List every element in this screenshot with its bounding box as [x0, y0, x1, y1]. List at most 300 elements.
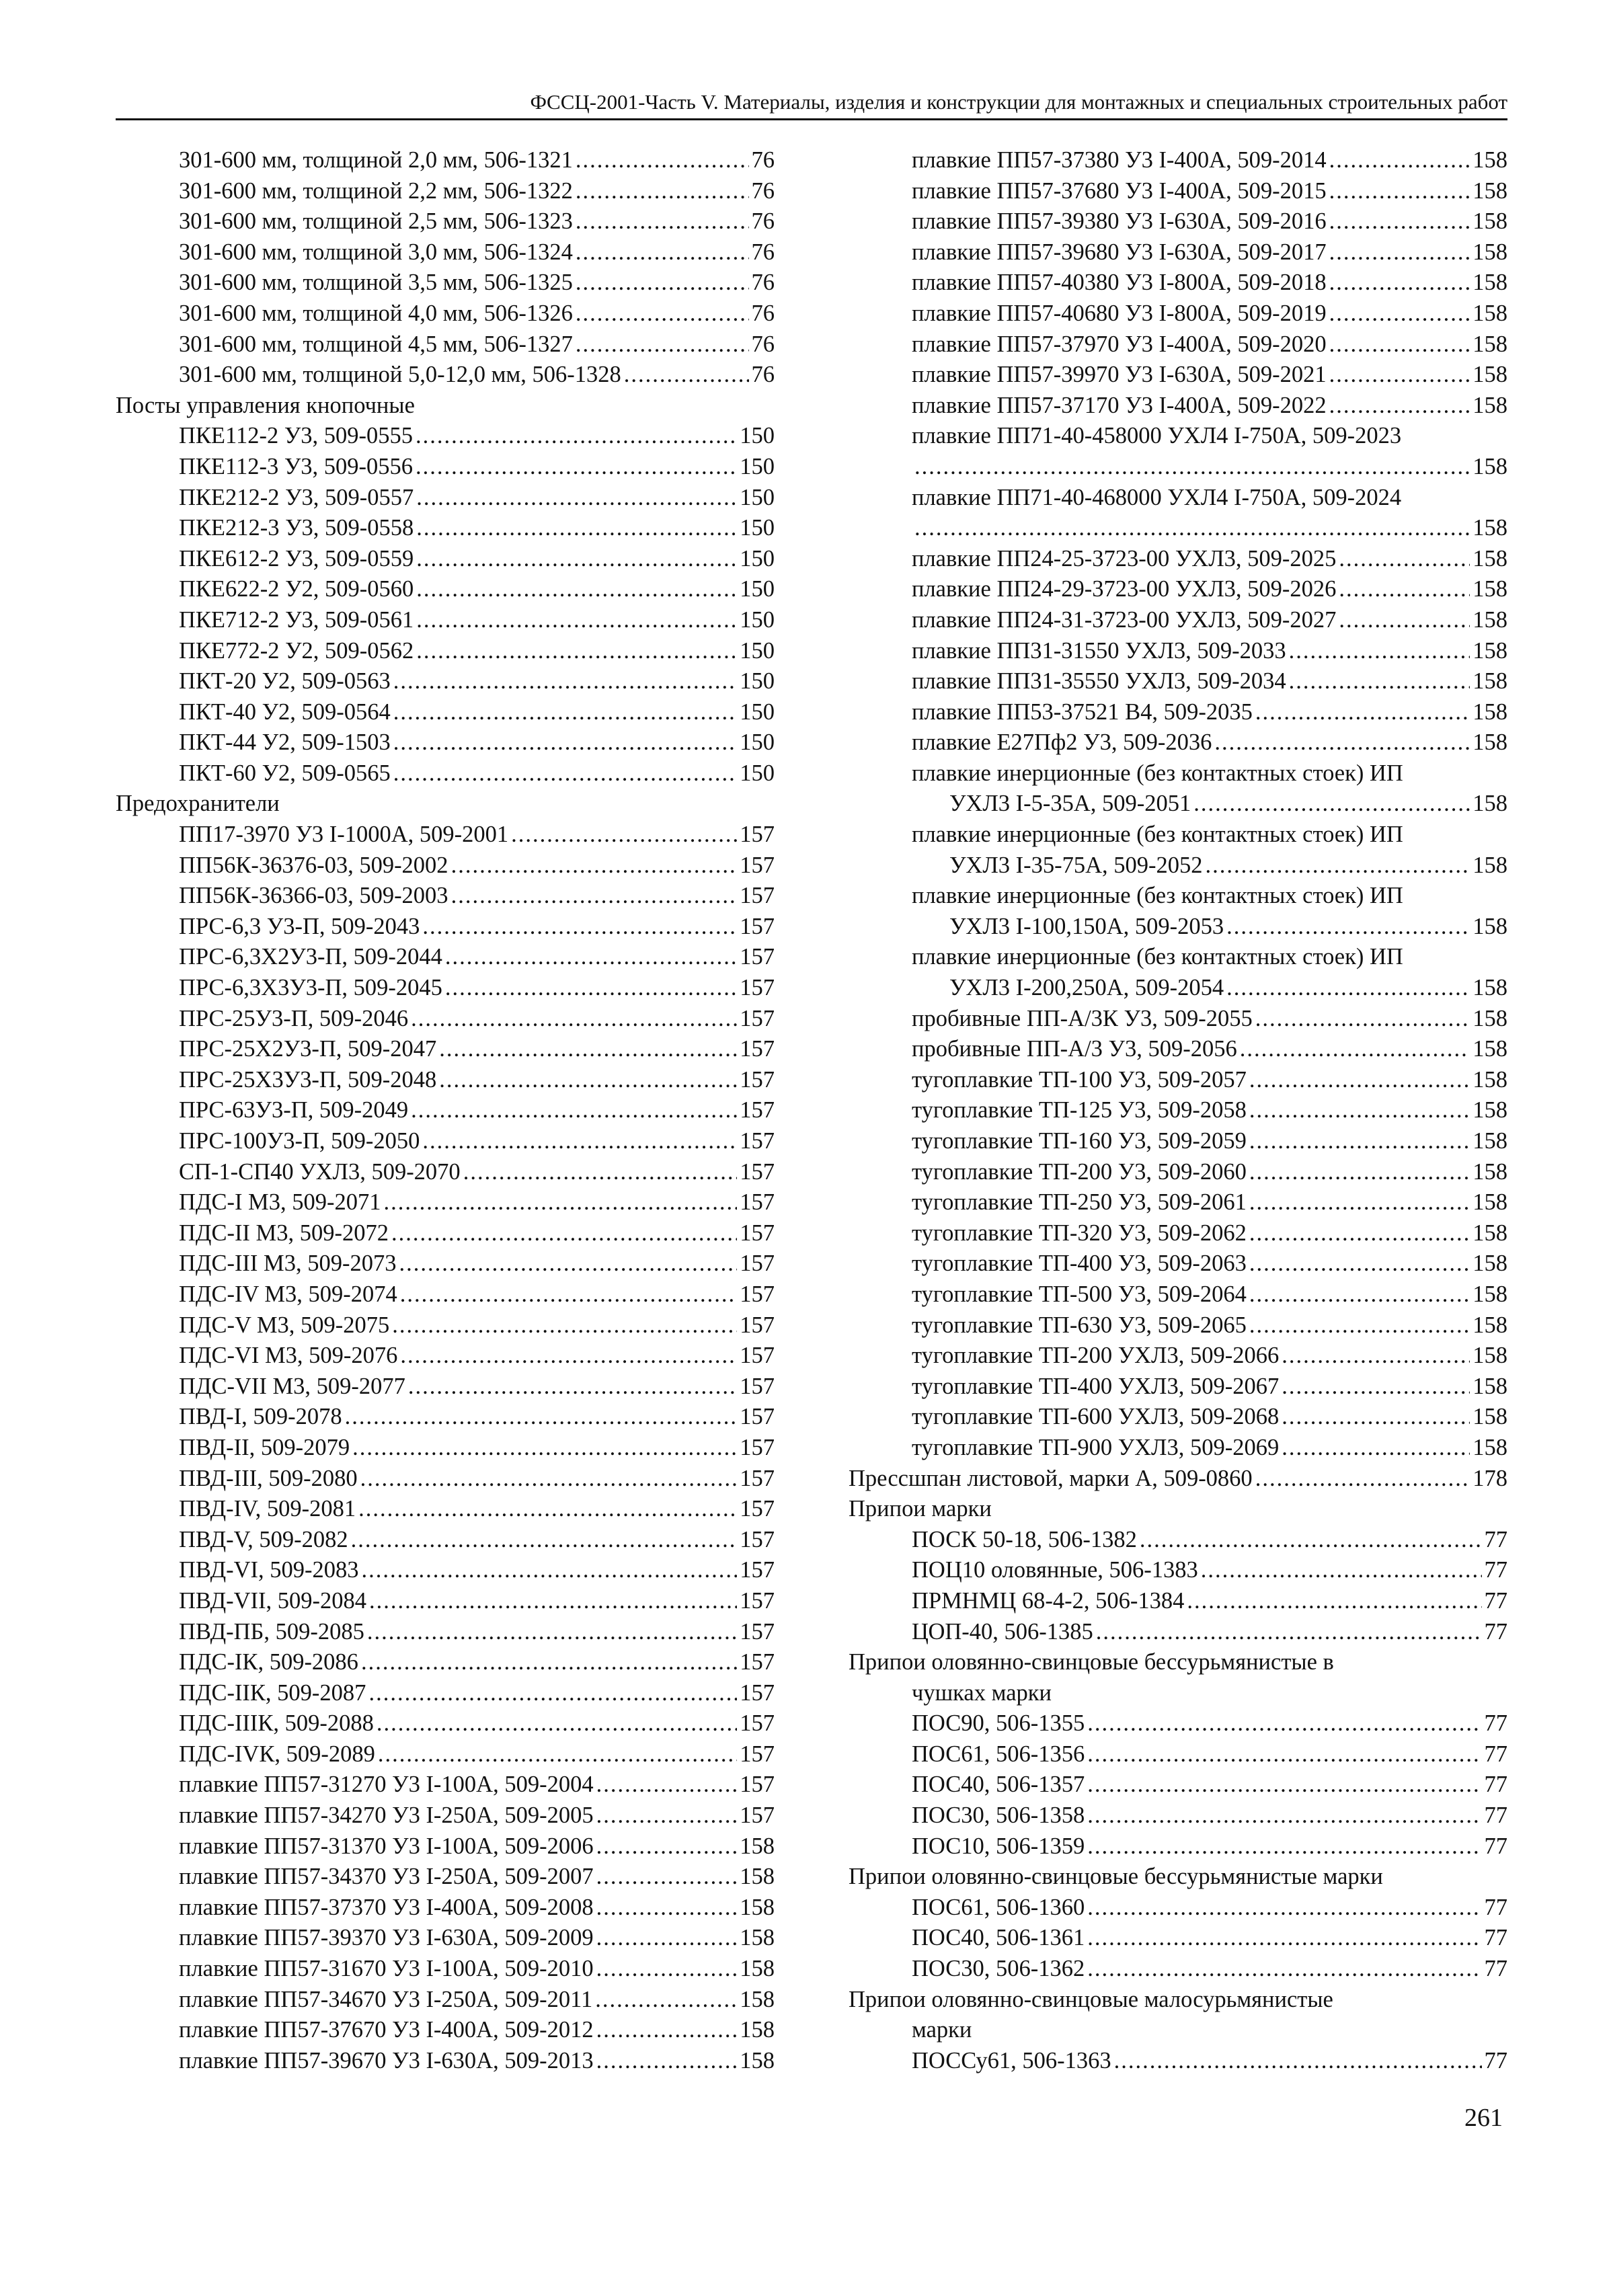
index-entry [849, 2046, 1507, 2077]
entry-page-number: 150 [740, 545, 775, 571]
leader-dots [1226, 912, 1470, 943]
entry-page-number: 158 [1473, 208, 1507, 235]
entry-text: ПРС-100У3-П, 509-2050 [179, 1128, 420, 1154]
leader-dots [1087, 1831, 1481, 1862]
entry-page-number: 157 [740, 1465, 775, 1491]
entry-page-number: 158 [1473, 606, 1507, 633]
leader-dots [1249, 1157, 1470, 1188]
entry-text: плавкие ПП57-37680 У3 I-400А, 509-2015 [912, 177, 1327, 204]
entry-page-number: 77 [1484, 1710, 1507, 1737]
leader-dots [1249, 1065, 1470, 1096]
index-entry [116, 912, 775, 943]
entry-page-number: 157 [740, 1587, 775, 1614]
leader-dots [1289, 636, 1470, 667]
entry-page-number: 157 [740, 1557, 775, 1583]
index-entry [849, 1678, 1507, 1709]
leader-dots [1087, 1708, 1481, 1739]
leader-dots [1206, 850, 1470, 881]
leader-dots [1255, 1464, 1470, 1495]
entry-page-number: 158 [740, 2047, 775, 2073]
entry-page-number: 76 [751, 239, 775, 265]
leader-dots [1087, 1800, 1481, 1831]
leader-dots [1329, 145, 1470, 176]
entry-page-number: 157 [740, 1404, 775, 1430]
entry-page-number: 150 [740, 423, 775, 449]
index-entry [849, 145, 1507, 176]
entry-text: тугоплавкие ТП-630 У3, 509-2065 [912, 1312, 1247, 1338]
entry-page-number: 157 [740, 1281, 775, 1307]
index-heading [849, 1647, 1507, 1678]
index-entry [849, 1923, 1507, 1954]
entry-text: плавкие инерционные (без контактных стоек) ИП [912, 822, 1403, 848]
leader-dots [914, 513, 1470, 544]
index-entry [116, 1187, 775, 1218]
index-entry [116, 1279, 775, 1310]
entry-page-number: 157 [740, 975, 775, 1001]
entry-page-number: 77 [1484, 1772, 1507, 1798]
entry-page-number: 157 [740, 1373, 775, 1399]
entry-page-number: 157 [740, 1251, 775, 1277]
leader-dots [596, 2046, 738, 2077]
entry-page-number: 76 [751, 331, 775, 357]
entry-text: Припои марки [849, 1496, 992, 1522]
page-number: 261 [1464, 2104, 1503, 2132]
entry-page-number: 158 [740, 1864, 775, 1890]
entry-text: плавкие ПП53-37521 В4, 509-2035 [912, 699, 1253, 725]
index-entry [849, 360, 1507, 391]
leader-dots [451, 881, 738, 912]
leader-dots [1140, 1525, 1482, 1556]
entry-page-number: 158 [1473, 270, 1507, 296]
index-entry [116, 544, 775, 575]
entry-text: Припои оловянно-свинцовые малосурьмянистые [849, 1986, 1333, 2012]
index-entry [116, 1800, 775, 1831]
entry-text: ПКЕ112-3 У3, 509-0556 [179, 453, 413, 479]
entry-text: ПДС-IVК, 509-2089 [179, 1741, 375, 1767]
entry-text: ПОС90, 506-1355 [912, 1710, 1085, 1737]
entry-page-number: 76 [751, 147, 775, 173]
entry-page-number: 158 [1473, 668, 1507, 695]
index-entry [849, 391, 1507, 422]
entry-text: тугоплавкие ТП-500 У3, 509-2064 [912, 1281, 1247, 1307]
index-entry [849, 881, 1507, 912]
entry-page-number: 77 [1484, 1526, 1507, 1552]
leader-dots [445, 973, 737, 1004]
index-entry [849, 1617, 1507, 1648]
index-entry [849, 1310, 1507, 1341]
entry-text: Припои оловянно-свинцовые бессурьмянистые марки [849, 1864, 1383, 1890]
entry-text: тугоплавкие ТП-400 УХЛ3, 509-2067 [912, 1373, 1280, 1399]
leader-dots [411, 1004, 737, 1035]
entry-text: ПОСК 50-18, 506-1382 [912, 1526, 1137, 1552]
entry-text: тугоплавкие ТП-900 УХЛ3, 509-2069 [912, 1434, 1280, 1460]
entry-text: ПДС-VI М3, 509-2076 [179, 1343, 398, 1369]
leader-dots [595, 1985, 737, 2016]
leader-dots [393, 758, 737, 789]
index-entry [116, 299, 775, 329]
entry-text: тугоплавкие ТП-200 У3, 509-2060 [912, 1158, 1247, 1185]
leader-dots [1114, 2046, 1482, 2077]
leader-dots [400, 1341, 737, 1372]
entry-page-number: 77 [1484, 1894, 1507, 1920]
entry-text: тугоплавкие ТП-400 У3, 509-2063 [912, 1251, 1247, 1277]
index-entry [116, 605, 775, 636]
entry-page-number: 76 [751, 270, 775, 296]
entry-text: плавкие ПП57-31670 У3 I-100А, 509-2010 [179, 1956, 594, 1982]
entry-page-number: 77 [1484, 1956, 1507, 1982]
index-entry [849, 2015, 1507, 2046]
entry-text: ПКТ-40 У2, 509-0564 [179, 699, 391, 725]
entry-page-number: 77 [1484, 1741, 1507, 1767]
entry-text: плавкие ПП57-31370 У3 I-100А, 509-2006 [179, 1833, 594, 1859]
entry-page-number: 150 [740, 453, 775, 479]
entry-text: плавкие ПП57-39670 У3 I-630А, 509-2013 [179, 2047, 594, 2073]
leader-dots [439, 1065, 737, 1096]
entry-text: ПРС-25Х2У3-П, 509-2047 [179, 1036, 437, 1062]
leader-dots [1214, 727, 1470, 758]
leader-dots [1282, 1402, 1470, 1433]
index-entry [849, 942, 1507, 973]
entry-text: ПРС-63У3-П, 509-2049 [179, 1097, 409, 1123]
entry-page-number: 158 [1473, 545, 1507, 571]
leader-dots [391, 1218, 737, 1249]
leader-dots [416, 421, 737, 452]
index-entry [116, 176, 775, 207]
index-entry [116, 820, 775, 850]
index-entry [116, 1678, 775, 1709]
entry-page-number: 77 [1484, 1925, 1507, 1951]
leader-dots [422, 1126, 737, 1157]
leader-dots [378, 1739, 737, 1770]
index-entry [116, 1739, 775, 1770]
index-entry [849, 544, 1507, 575]
leader-dots [416, 636, 737, 667]
entry-text: плавкие ПП57-31270 У3 I-100А, 509-2004 [179, 1772, 594, 1798]
leader-dots [511, 820, 737, 850]
entry-page-number: 150 [740, 484, 775, 510]
entry-page-number: 150 [740, 515, 775, 541]
index-entry [116, 452, 775, 483]
entry-page-number: 150 [740, 760, 775, 786]
index-entry [849, 452, 1507, 483]
index-entry [116, 1402, 775, 1433]
index-entry [116, 1065, 775, 1096]
entry-page-number: 157 [740, 852, 775, 878]
entry-text: ПКЕ622-2 У2, 509-0560 [179, 576, 414, 602]
entry-text: плавкие ПП57-37170 У3 I-400А, 509-2022 [912, 392, 1327, 418]
entry-page-number: 150 [740, 637, 775, 664]
entry-page-number: 157 [740, 822, 775, 848]
entry-page-number: 158 [1473, 852, 1507, 878]
index-entry [849, 1341, 1507, 1372]
entry-text: ПДС-VII М3, 509-2077 [179, 1373, 405, 1399]
entry-page-number: 157 [740, 1036, 775, 1062]
entry-text: Прессшпан листовой, марки А, 509-0860 [849, 1465, 1253, 1491]
leader-dots [1282, 1372, 1470, 1402]
entry-text: плавкие ПП71-40-458000 УХЛ4 I-750А, 509-2023 [912, 423, 1402, 449]
entry-page-number: 157 [740, 1679, 775, 1706]
entry-page-number: 158 [1473, 1158, 1507, 1185]
leader-dots [1193, 789, 1470, 820]
entry-text: плавкие ПП31-31550 УХЛ3, 509-2033 [912, 637, 1286, 664]
entry-text: плавкие инерционные (без контактных стоек) ИП [912, 883, 1403, 909]
leader-dots [416, 513, 737, 544]
leader-dots [1329, 206, 1470, 237]
entry-text: тугоплавкие ТП-600 УХЛ3, 509-2068 [912, 1404, 1280, 1430]
index-entry [116, 2046, 775, 2077]
index-entry [116, 574, 775, 605]
leader-dots [367, 1617, 737, 1648]
leader-dots [576, 176, 749, 207]
entry-page-number: 158 [1473, 913, 1507, 939]
entry-text: ПКЕ112-2 У3, 509-0555 [179, 423, 413, 449]
entry-text: ПКЕ772-2 У2, 509-0562 [179, 637, 414, 664]
index-entry [116, 483, 775, 514]
leader-dots [345, 1402, 738, 1433]
index-entry [116, 206, 775, 237]
entry-page-number: 158 [1473, 1220, 1507, 1246]
leader-dots [1329, 237, 1470, 268]
index-entry [116, 1923, 775, 1954]
leader-dots [1087, 1770, 1481, 1800]
entry-text: Предохранители [116, 791, 280, 817]
index-entry [849, 483, 1507, 514]
index-entry [849, 268, 1507, 299]
index-entry [116, 1157, 775, 1188]
index-heading [849, 1464, 1507, 1495]
index-entry [849, 1065, 1507, 1096]
entry-page-number: 158 [1473, 1281, 1507, 1307]
index-entry [849, 1586, 1507, 1617]
index-entry [849, 666, 1507, 697]
index-entry [116, 1862, 775, 1893]
entry-text: ПКЕ212-2 У3, 509-0557 [179, 484, 414, 510]
leader-dots [361, 1647, 737, 1678]
entry-text: 301-600 мм, толщиной 4,5 мм, 506-1327 [179, 331, 573, 357]
leader-dots [1255, 697, 1470, 728]
entry-text: плавкие ПП71-40-468000 УХЛ4 I-750А, 509-2024 [912, 484, 1402, 510]
entry-text: ПРС-6,3Х3У3-П, 509-2045 [179, 975, 442, 1001]
entry-text: УХЛ3 I-200,250А, 509-2054 [949, 975, 1224, 1001]
entry-page-number: 157 [740, 913, 775, 939]
entry-page-number: 158 [1473, 1189, 1507, 1216]
index-entry [849, 636, 1507, 667]
entry-page-number: 158 [740, 1833, 775, 1859]
leader-dots [1201, 1555, 1482, 1586]
leader-dots [400, 1279, 737, 1310]
index-entry [116, 1310, 775, 1341]
leader-dots [463, 1157, 738, 1188]
index-entry [849, 1218, 1507, 1249]
index-entry [116, 1831, 775, 1862]
entry-text: 301-600 мм, толщиной 3,0 мм, 506-1324 [179, 239, 573, 265]
leader-dots [1289, 666, 1470, 697]
index-entry [116, 697, 775, 728]
entry-text: тугоплавкие ТП-160 У3, 509-2059 [912, 1128, 1247, 1154]
leader-dots [1329, 268, 1470, 299]
index-entry [849, 912, 1507, 943]
entry-page-number: 157 [740, 1066, 775, 1093]
index-entry [849, 1034, 1507, 1065]
entry-text: ПРС-6,3 У3-П, 509-2043 [179, 913, 420, 939]
index-entry [116, 1708, 775, 1739]
index-entry [116, 758, 775, 789]
index-column-right [849, 145, 1507, 2076]
entry-page-number: 158 [1473, 392, 1507, 418]
entry-page-number: 158 [1473, 1036, 1507, 1062]
entry-text: ПДС-IК, 509-2086 [179, 1649, 358, 1675]
leader-dots [576, 329, 749, 360]
entry-page-number: 158 [1473, 177, 1507, 204]
entry-text: 301-600 мм, толщиной 4,0 мм, 506-1326 [179, 300, 573, 326]
entry-page-number: 157 [740, 1741, 775, 1767]
entry-text: ПРС-6,3Х2У3-П, 509-2044 [179, 944, 442, 970]
index-entry [849, 758, 1507, 789]
index-entry [849, 1433, 1507, 1464]
entry-text: плавкие инерционные (без контактных стоек) ИП [912, 944, 1403, 970]
entry-text: ПРС-25У3-П, 509-2046 [179, 1005, 409, 1031]
leader-dots [1249, 1095, 1470, 1126]
entry-text: ПДС-V М3, 509-2075 [179, 1312, 390, 1338]
leader-dots [1240, 1034, 1470, 1065]
index-entry [849, 574, 1507, 605]
entry-page-number: 158 [740, 1986, 775, 2012]
entry-page-number: 157 [740, 944, 775, 970]
entry-text: плавкие ПП57-40380 У3 I-800А, 509-2018 [912, 270, 1327, 296]
leader-dots [596, 1800, 738, 1831]
index-entry [849, 421, 1507, 452]
leader-dots [416, 483, 737, 514]
entry-page-number: 158 [1473, 1343, 1507, 1369]
index-heading [849, 1862, 1507, 1893]
leader-dots [576, 268, 749, 299]
entry-text: плавкие ПП57-39970 У3 I-630А, 509-2021 [912, 362, 1327, 388]
leader-dots [416, 605, 737, 636]
index-entry [116, 727, 775, 758]
entry-text: ПОССу61, 506-1363 [912, 2047, 1111, 2073]
leader-dots [393, 697, 737, 728]
leader-dots [576, 145, 749, 176]
entry-text: ПКЕ612-2 У3, 509-0559 [179, 545, 414, 571]
leader-dots [1282, 1341, 1470, 1372]
index-entry [849, 1372, 1507, 1402]
index-entry [849, 1004, 1507, 1035]
entry-text: 301-600 мм, толщиной 2,5 мм, 506-1323 [179, 208, 573, 235]
entry-page-number: 158 [1473, 1097, 1507, 1123]
entry-text: плавкие ПП57-34270 У3 I-250А, 509-2005 [179, 1803, 594, 1829]
entry-text: ПДС-II М3, 509-2072 [179, 1220, 389, 1246]
leader-dots [358, 1494, 737, 1525]
index-entry [116, 1893, 775, 1924]
index-heading [849, 1494, 1507, 1525]
entry-text: плавкие ПП24-29-3723-00 УХЛ3, 509-2026 [912, 576, 1337, 602]
entry-text: ПРС-25Х3У3-П, 509-2048 [179, 1066, 437, 1093]
index-entry [849, 820, 1507, 850]
leader-dots [576, 206, 749, 237]
entry-text: ПВД-VII, 509-2084 [179, 1587, 367, 1614]
entry-text: СП-1-СП40 УХЛ3, 509-2070 [179, 1158, 461, 1185]
leader-dots [416, 544, 737, 575]
entry-text: УХЛ3 I-35-75А, 509-2052 [949, 852, 1203, 878]
entry-text: ПОС30, 506-1358 [912, 1803, 1085, 1829]
entry-page-number: 158 [1473, 1005, 1507, 1031]
entry-page-number: 158 [1473, 975, 1507, 1001]
leader-dots [1096, 1617, 1482, 1648]
entry-text: плавкие ПП24-31-3723-00 УХЛ3, 509-2027 [912, 606, 1337, 633]
index-entry [849, 1770, 1507, 1800]
leader-dots [1282, 1433, 1470, 1464]
index-entry [849, 605, 1507, 636]
entry-page-number: 157 [740, 1128, 775, 1154]
index-entry [116, 513, 775, 544]
leader-dots [416, 574, 737, 605]
entry-text: ПОС40, 506-1361 [912, 1925, 1085, 1951]
entry-page-number: 158 [740, 2017, 775, 2043]
entry-page-number: 158 [1473, 576, 1507, 602]
index-entry [116, 1004, 775, 1035]
index-entry [116, 1985, 775, 2016]
leader-dots [596, 2015, 738, 2046]
leader-dots [351, 1525, 738, 1556]
entry-page-number: 76 [751, 362, 775, 388]
leader-dots [1339, 544, 1470, 575]
index-entry [849, 697, 1507, 728]
leader-dots [416, 452, 737, 483]
leader-dots [411, 1095, 737, 1126]
entry-page-number: 77 [1484, 2047, 1507, 2073]
entry-page-number: 158 [1473, 1251, 1507, 1277]
entry-page-number: 157 [740, 1158, 775, 1185]
index-entry [849, 1187, 1507, 1218]
leader-dots [369, 1586, 737, 1617]
index-entry [849, 1402, 1507, 1433]
index-entry [116, 1095, 775, 1126]
index-entry [116, 973, 775, 1004]
index-entry [116, 636, 775, 667]
index-entry [116, 1464, 775, 1495]
entry-text: тугоплавкие ТП-320 У3, 509-2062 [912, 1220, 1247, 1246]
entry-text: ПП17-3970 У3 I-1000А, 509-2001 [179, 822, 509, 848]
entry-text: Посты управления кнопочные [116, 392, 415, 418]
entry-page-number: 157 [740, 1434, 775, 1460]
index-entry [116, 1770, 775, 1800]
entry-page-number: 158 [740, 1956, 775, 1982]
index-entry [116, 1494, 775, 1525]
leader-dots [1329, 299, 1470, 329]
leader-dots [362, 1555, 738, 1586]
entry-text: ПКТ-60 У2, 509-0565 [179, 760, 391, 786]
entry-page-number: 150 [740, 576, 775, 602]
index-entry [849, 329, 1507, 360]
entry-text: ПДС-I М3, 509-2071 [179, 1189, 381, 1216]
entry-page-number: 77 [1484, 1557, 1507, 1583]
leader-dots [392, 1310, 737, 1341]
entry-text: ПВД-IV, 509-2081 [179, 1496, 356, 1522]
index-entry [116, 1372, 775, 1402]
entry-page-number: 158 [1473, 1373, 1507, 1399]
entry-page-number: 158 [1473, 637, 1507, 664]
entry-page-number: 158 [1473, 453, 1507, 479]
entry-page-number: 77 [1484, 1618, 1507, 1645]
index-entry [849, 1157, 1507, 1188]
index-entry [849, 1800, 1507, 1831]
entry-page-number: 157 [740, 1097, 775, 1123]
index-entry [116, 1126, 775, 1157]
index-entry [849, 513, 1507, 544]
index-entry [849, 1739, 1507, 1770]
entry-text: УХЛ3 I-5-35А, 509-2051 [949, 791, 1191, 817]
leader-dots [596, 1923, 738, 1954]
